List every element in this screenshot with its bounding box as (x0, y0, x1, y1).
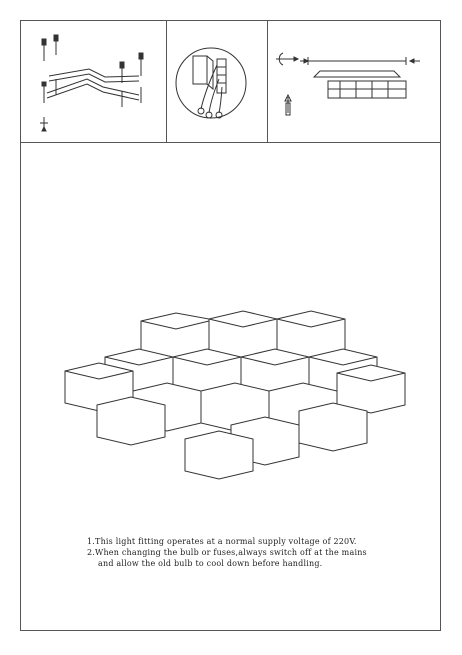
note-switch-off: 2.When changing the bulb or fuses,always switch off at the mains (87, 548, 367, 557)
safety-notes (87, 536, 427, 569)
note-voltage: 1.This light fitting operates at a normal supply voltage of 220V. (87, 537, 357, 546)
hexagon-fixture-illustration (21, 143, 442, 543)
mounting-panel (268, 21, 440, 143)
bracket-assembly-illustration (21, 21, 167, 143)
note-cool-down: and allow the old bulb to cool down before handling. (98, 559, 323, 568)
wiring-illustration (167, 21, 268, 143)
wiring-panel (167, 21, 268, 143)
bracket-assembly-panel (21, 21, 167, 143)
instruction-sheet-frame (20, 20, 441, 631)
mounting-illustration (268, 21, 440, 143)
